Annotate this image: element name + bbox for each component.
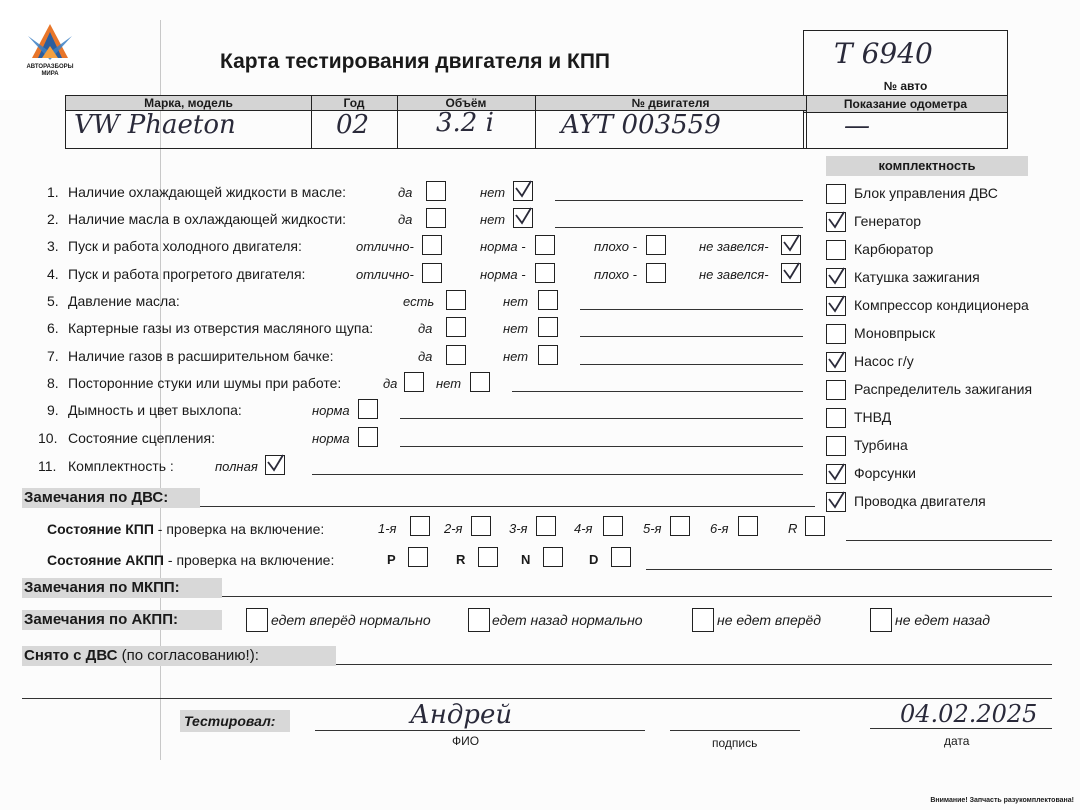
row-option-checkbox[interactable] [538,290,558,310]
row-option-checkbox[interactable] [538,317,558,337]
row-option-label: плохо - [594,239,637,254]
akpp-gear-checkbox[interactable] [543,547,563,567]
row-option-label: норма [312,403,350,418]
row-option-checkbox[interactable] [535,263,555,283]
row-text: Наличие газов в расширительном бачке: [68,348,334,364]
value-brand: VW Phaeton [74,110,236,140]
kpp-label: Состояние КПП - проверка на включение: [47,521,325,537]
row-number: 3. [47,238,59,254]
row-number: 4. [47,266,59,282]
row-option-label: нет [503,294,529,309]
akpp-remark-checkbox[interactable] [246,608,268,632]
row-option-checkbox[interactable] [446,317,466,337]
row-option-checkbox[interactable] [446,290,466,310]
komplekt-checkbox[interactable] [826,324,846,344]
auto-number-box [803,30,1008,149]
komplekt-checkbox[interactable] [826,184,846,204]
row-number: 1. [47,184,59,200]
row-option-label: нет [480,212,506,227]
komplekt-item-label: Проводка двигателя [854,493,986,509]
dvs-remarks-label: Замечания по ДВС: [24,489,169,506]
row-option-checkbox[interactable] [646,235,666,255]
fio-label: ФИО [452,734,480,748]
row-option-checkbox[interactable] [358,427,378,447]
akpp-gear-checkbox[interactable] [611,547,631,567]
komplekt-item-label: Карбюратор [854,241,934,257]
header-engine-number: № двигателя [535,96,806,111]
row-option-checkbox[interactable] [426,208,446,228]
value-engine-number: AYT 003559 [561,110,721,140]
komplekt-item-label: Компрессор кондиционера [854,297,1029,313]
odometer-label: Показание одометра [804,95,1007,113]
row-text: Пуск и работа прогретого двигателя: [68,266,306,282]
check-mark-icon [826,490,846,510]
komplekt-checkbox[interactable] [826,240,846,260]
auto-number-label: № авто [883,79,928,93]
tested-label: Тестировал: [184,713,276,729]
value-volume: 3.2 i [436,108,494,138]
row-option-checkbox[interactable] [470,372,490,392]
row-text: Давление масла: [68,293,180,309]
kpp-gear-checkbox[interactable] [603,516,623,536]
row-option-label: да [398,185,413,200]
check-mark-icon [781,233,801,253]
akpp-remark-label: едет вперёд нормально [271,612,431,628]
komplekt-item-label: Блок управления ДВС [854,185,998,201]
row-number: 5. [47,293,59,309]
row-text: Картерные газы из отверстия масляного щупа: [68,320,374,336]
akpp-remark-checkbox[interactable] [692,608,714,632]
akpp-gear-checkbox[interactable] [408,547,428,567]
akpp-remark-checkbox[interactable] [468,608,490,632]
row-option-label: норма [312,431,350,446]
logo-line2: МИРА [41,71,59,77]
check-mark-icon [826,266,846,286]
row-option-label: отлично- [356,239,414,254]
komplekt-item-label: Распределитель зажигания [854,381,1033,397]
row-option-label: да [398,212,413,227]
akpp-gear-label: P [387,552,396,567]
date-label: дата [944,734,970,748]
kpp-gear-checkbox[interactable] [738,516,758,536]
row-option-label: нет [503,321,529,336]
komplekt-item-label: Насос г/у [854,353,914,369]
check-mark-icon [513,179,533,199]
akpp-remark-label: не едет вперёд [717,612,822,628]
komplekt-item-label: Форсунки [854,465,916,481]
komplekt-checkbox[interactable] [826,380,846,400]
logo-line1: АВТОРАЗБОРЫ [26,64,74,70]
komplekt-item-label: ТНВД [854,409,892,425]
kpp-gear-checkbox[interactable] [471,516,491,536]
odometer-value: — [844,111,870,141]
row-number: 6. [47,320,59,336]
tester-name: Андрей [410,700,513,730]
row-option-label: отлично- [356,267,414,282]
row-number: 7. [47,348,59,364]
row-number: 8. [47,375,59,391]
komplekt-checkbox[interactable] [826,408,846,428]
removed-label: Снято с ДВС (по согласованию!): [24,647,259,664]
footer-note: Внимание! Запчасть разукомплектована! [930,797,1074,804]
akpp-gear-label: N [521,552,531,567]
check-mark-icon [826,462,846,482]
row-option-label: нет [503,349,529,364]
vehicle-table [65,95,807,149]
row-option-checkbox[interactable] [422,235,442,255]
check-mark-icon [826,210,846,230]
row-option-label: да [383,376,398,391]
row-option-checkbox[interactable] [422,263,442,283]
row-option-label: норма - [480,239,526,254]
akpp-remark-label: едет назад нормально [492,612,643,628]
kpp-gear-label: 5-я [643,521,662,536]
logo-mark-icon [20,22,80,62]
check-mark-icon [513,206,533,226]
row-option-label: норма - [480,267,526,282]
kpp-gear-label: 6-я [710,521,729,536]
check-mark-icon [265,453,285,473]
row-option-checkbox[interactable] [358,399,378,419]
komplekt-item-label: Генератор [854,213,922,229]
akpp-gear-label: R [456,552,466,567]
row-option-label: плохо - [594,267,637,282]
row-option-checkbox[interactable] [446,345,466,365]
row-option-checkbox[interactable] [535,235,555,255]
row-option-checkbox[interactable] [646,263,666,283]
komplekt-item-label: Турбина [854,437,908,453]
komplekt-checkbox[interactable] [826,436,846,456]
kpp-gear-checkbox[interactable] [805,516,825,536]
header-year: Год [311,96,397,111]
row-number: 10. [38,430,58,446]
row-option-label: есть [403,294,435,309]
row-option-checkbox[interactable] [404,372,424,392]
row-number: 2. [47,211,59,227]
company-logo [0,0,100,100]
header-brand: Марка, модель [66,96,311,111]
akpp-gear-checkbox[interactable] [478,547,498,567]
row-number: 11. [38,458,57,474]
kpp-gear-label: 3-я [509,521,528,536]
row-option-checkbox[interactable] [538,345,558,365]
check-mark-icon [781,261,801,281]
check-mark-icon [826,350,846,370]
mkpp-remarks-label: Замечания по МКПП: [24,579,180,596]
akpp-remark-label: не едет назад [895,612,990,628]
row-option-checkbox[interactable] [426,181,446,201]
akpp-remark-checkbox[interactable] [870,608,892,632]
auto-number-value: Т 6940 [834,37,933,70]
row-text: Пуск и работа холодного двигателя: [68,238,302,254]
row-text: Наличие масла в охлаждающей жидкости: [68,211,347,227]
date-value: 04.02.2025 [900,700,1038,728]
row-option-label: не завелся- [699,267,769,282]
page-title: Карта тестирования двигателя и КПП [220,50,611,73]
kpp-gear-checkbox[interactable] [536,516,556,536]
check-mark-icon [826,294,846,314]
value-year: 02 [336,110,370,140]
komplekt-item-label: Катушка зажигания [854,269,980,285]
akpp-remarks-label: Замечания по АКПП: [24,611,178,628]
row-option-label: нет [436,376,462,391]
kpp-gear-label: 2-я [444,521,463,536]
row-text: Посторонние стуки или шумы при работе: [68,375,342,391]
row-text: Дымность и цвет выхлопа: [68,402,242,418]
komplekt-item-label: Моновпрыск [854,325,936,341]
row-option-label: не завелся- [699,239,769,254]
header-volume: Объём [397,96,535,111]
kpp-gear-label: 4-я [574,521,593,536]
row-text: Комплектность : [68,458,174,474]
row-option-label: да [418,321,433,336]
kpp-gear-checkbox[interactable] [410,516,430,536]
komplekt-header: комплектность [826,156,1028,176]
kpp-gear-label: 1-я [378,521,397,536]
row-option-label: да [418,349,433,364]
row-text: Состояние сцепления: [68,430,215,446]
akpp-label: Состояние АКПП - проверка на включение: [47,552,335,568]
kpp-gear-label: R [788,521,798,536]
akpp-gear-label: D [589,552,599,567]
sign-label: подпись [712,736,758,750]
row-number: 9. [47,402,59,418]
row-option-label: нет [480,185,506,200]
row-option-label: полная [215,459,258,474]
row-text: Наличие охлаждающей жидкости в масле: [68,184,347,200]
kpp-gear-checkbox[interactable] [670,516,690,536]
